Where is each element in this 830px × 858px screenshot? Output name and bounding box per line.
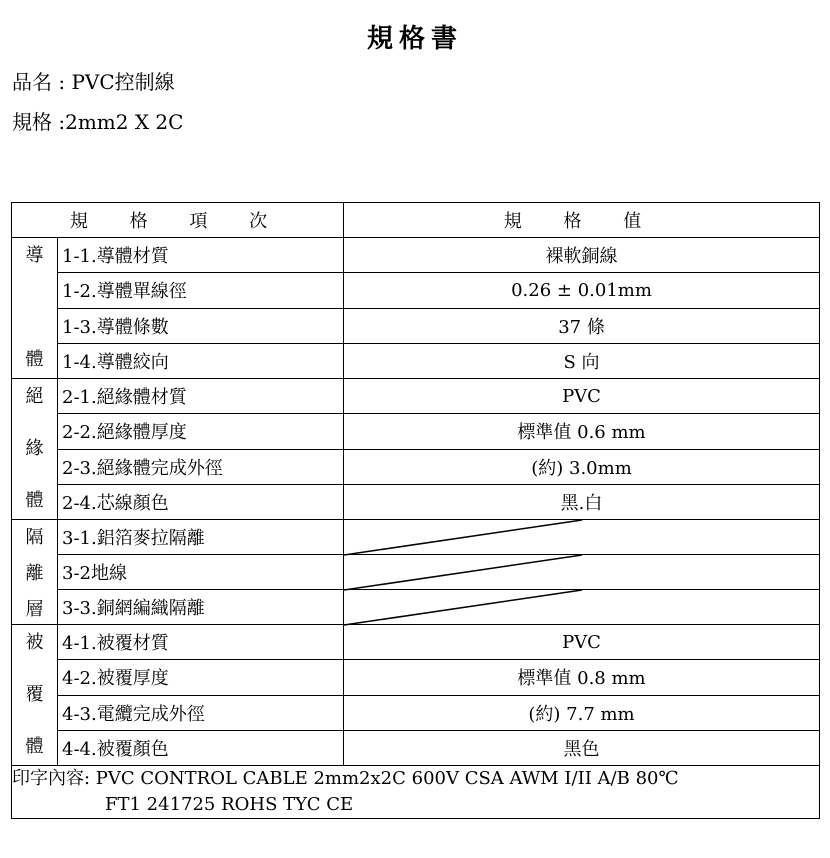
spec-item: 3-3.銅網編織隔離 [58, 590, 344, 625]
spec-item: 2-2.絕緣體厚度 [58, 414, 344, 449]
printing-content [12, 766, 820, 819]
header-item: 規 格 項 次 [12, 203, 344, 238]
spec-table [11, 202, 820, 819]
diagonal-line [344, 520, 582, 555]
spec-item: 3-1.鋁箔麥拉隔離 [58, 520, 344, 555]
printing-row [12, 766, 820, 819]
spec-item: 2-4.芯線顏色 [58, 484, 344, 519]
spec-item: 4-2.被覆厚度 [58, 660, 344, 695]
diagonal-line [344, 555, 582, 590]
spec-item: 1-1.導體材質 [58, 238, 344, 273]
table-row [12, 308, 820, 343]
spec-item: 1-4.導體絞向 [58, 343, 344, 378]
diagonal-strike [344, 555, 821, 591]
spec-item: 4-1.被覆材質 [58, 625, 344, 660]
group-label [12, 379, 58, 520]
product-name: 品名 : PVC控制線 [12, 70, 175, 94]
diagonal-strike [344, 590, 821, 626]
printing-line-2: FT1 241725 ROHS TYC CE [105, 794, 354, 815]
table-row [12, 730, 820, 765]
table-row [12, 414, 820, 449]
header-value: 規 格 值 [344, 203, 820, 238]
spec-value: 裸軟銅線 [344, 238, 820, 273]
spec-item: 3-2地線 [58, 555, 344, 590]
group-label-char: 緣 [25, 438, 44, 459]
spec-value-not-applicable [344, 520, 820, 555]
spec-value: 黑色 [344, 730, 820, 765]
table-row [12, 520, 820, 555]
group-label-char: 導 [25, 245, 44, 266]
diagonal-strike [344, 520, 821, 556]
table-row [12, 379, 820, 414]
table-row [12, 484, 820, 519]
group-label-char: 體 [25, 490, 44, 511]
diagonal-line [344, 590, 582, 625]
group-label-char: 被 [25, 632, 44, 653]
spec-value: 0.26 ± 0.01mm [344, 273, 820, 308]
spec-value: (約) 7.7 mm [344, 695, 820, 730]
group-label-char: 絕 [25, 386, 44, 407]
table-row [12, 273, 820, 308]
spec-item: 1-2.導體單線徑 [58, 273, 344, 308]
spec-value: 37 條 [344, 308, 820, 343]
group-label [12, 238, 58, 379]
table-row [12, 625, 820, 660]
spec-item: 2-1.絕緣體材質 [58, 379, 344, 414]
group-label-char: 隔 [25, 527, 44, 548]
group-label [12, 625, 58, 766]
table-row [12, 343, 820, 378]
spec-value: (約) 3.0mm [344, 449, 820, 484]
table-row [12, 660, 820, 695]
table-row [12, 449, 820, 484]
spec-item: 4-3.電纜完成外徑 [58, 695, 344, 730]
group-label-char: 層 [25, 599, 44, 620]
table-row [12, 590, 820, 625]
spec-value: 標準值 0.8 mm [344, 660, 820, 695]
printing-line-1: 印字內容: PVC CONTROL CABLE 2mm2x2C 600V CSA AWM I/II A/B 80℃ [12, 768, 679, 789]
group-label [12, 520, 58, 625]
spec-item: 2-3.絕緣體完成外徑 [58, 449, 344, 484]
document-title: 規格書 [366, 24, 463, 54]
spec-value: 標準值 0.6 mm [344, 414, 820, 449]
table-row [12, 555, 820, 590]
table-header-row [12, 203, 820, 238]
spec-value: S 向 [344, 343, 820, 378]
product-spec: 規格 :2mm2 X 2C [12, 110, 184, 134]
spec-value-not-applicable [344, 555, 820, 590]
spec-value: PVC [344, 379, 820, 414]
group-label-char: 體 [25, 349, 44, 370]
table-row [12, 695, 820, 730]
spec-value: PVC [344, 625, 820, 660]
group-label-char: 覆 [25, 684, 44, 705]
spec-value: 黑.白 [344, 484, 820, 519]
group-label-char: 離 [25, 563, 44, 584]
spec-item: 4-4.被覆顏色 [58, 730, 344, 765]
spec-item: 1-3.導體條數 [58, 308, 344, 343]
table-row [12, 238, 820, 273]
group-label-char: 體 [25, 736, 44, 757]
spec-value-not-applicable [344, 590, 820, 625]
